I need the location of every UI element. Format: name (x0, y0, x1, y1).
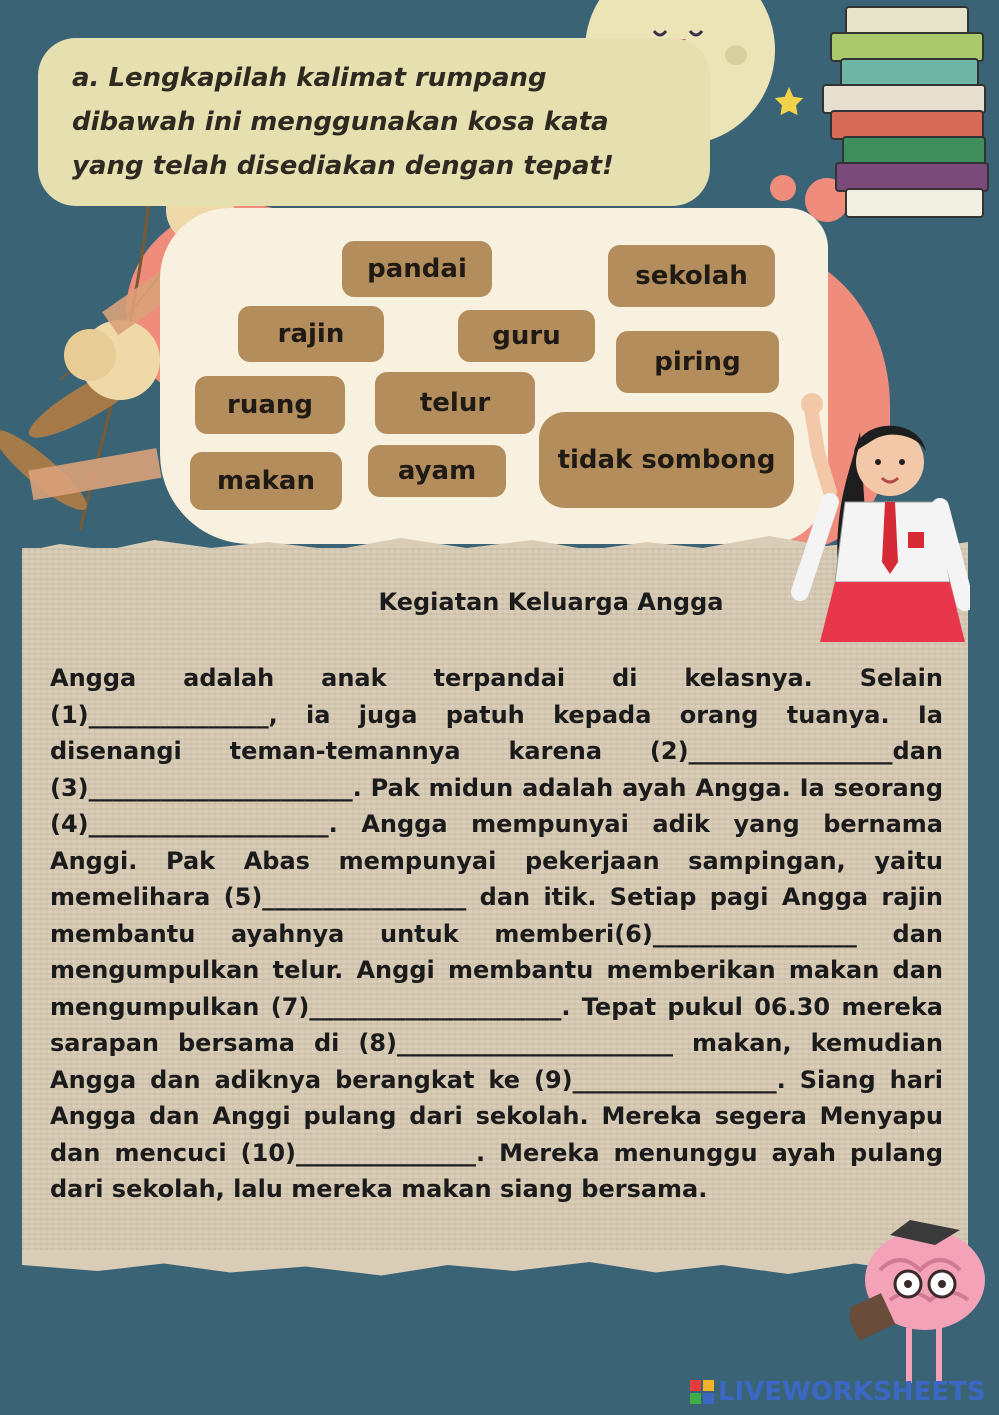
word-chip-telur[interactable]: telur (375, 372, 535, 434)
liveworksheets-logo (690, 1377, 986, 1407)
student-girl-illustration (790, 392, 970, 642)
coral-dot-1 (770, 175, 796, 201)
liveworksheets-brand-text: LIVEWORKSHEETS (718, 1377, 986, 1407)
paper-torn-edge-bottom (22, 1250, 968, 1280)
star-icon (772, 84, 806, 118)
instruction-text: a. Lengkapilah kalimat rumpang dibawah ini menggunakan kosa kata yang telah disediakan dengan tepat! (72, 63, 614, 181)
brain-mascot-illustration (850, 1210, 990, 1385)
word-chip-piring[interactable]: piring (616, 331, 779, 393)
word-chip-sekolah[interactable]: sekolah (608, 245, 775, 307)
word-chip-rajin[interactable]: rajin (238, 306, 384, 362)
word-chip-pandai[interactable]: pandai (342, 241, 492, 297)
story-paragraph: Angga adalah anak terpandai di kelasnya. Selain (1)_______________, ia juga patuh kepada orang tuanya. Ia disenangi teman-temannya karena (2)_________________dan (3)______________________. Pak midun adalah ayah Angga. Ia seorang (4)____________________. Angga mempunyai adik yang bernama Anggi. Pak Abas mempunyai pekerjaan sampingan, yaitu memelihara (5)_________________ dan itik. Setiap pagi Angga rajin membantu ayahnya untuk memberi(6)_________________ dan mengumpulkan telur. Anggi membantu memberikan makan dan mengumpulkan (7)_____________________. Tepat pukul 06.30 mereka sarapan bersama di (8)_______________________ makan, kemudian Angga dan adiknya berangkat ke (9)_________________. Siang hari Angga dan Anggi pulang dari sekolah. Mereka segera Menyapu dan mencuci (10)_______________. Mereka menunggu ayah pulang dari sekolah, lalu mereka makan siang bersama. (50, 664, 943, 1203)
logo-grid-icon (690, 1380, 714, 1404)
word-chip-ruang[interactable]: ruang (195, 376, 345, 434)
word-chip-ayam[interactable]: ayam (368, 445, 506, 497)
word-chip-tidak-sombong[interactable]: tidak sombong (539, 412, 794, 508)
story-title: Kegiatan Keluarga Angga (378, 588, 724, 616)
word-chip-guru[interactable]: guru (458, 310, 595, 362)
word-chip-makan[interactable]: makan (190, 452, 342, 510)
